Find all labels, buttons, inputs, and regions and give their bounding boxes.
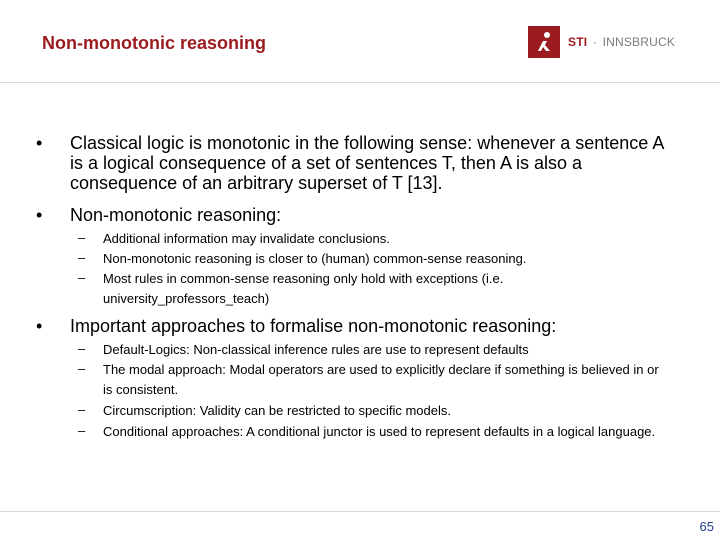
sub-bullet-marker: – [78,402,86,417]
logo-text [568,35,675,49]
sti-logo-icon [528,26,560,58]
sub-bullet-marker: – [78,423,86,438]
logo-sti: STI [568,35,588,49]
slide-title: Non-monotonic reasoning [42,33,266,53]
sub-bullet-marker: – [78,250,86,265]
logo-innsbruck: INNSBRUCK [602,35,676,49]
sub-bullet-item: Non-monotonic reasoning is closer to (human) common-sense reasoning. [103,251,527,266]
bullet-item: Classical logic is monotonic in the following sense: whenever a sentence A is a logical consequence of a set of sentences T, then A is also a consequence of an arbitrary superset of T [13]. [70,133,664,193]
logo-separator: · [592,35,598,49]
page-number: 65 [699,519,714,534]
sub-bullet-item: Circumscription: Validity can be restricted to specific models. [103,403,451,418]
sub-bullet-marker: – [78,230,86,245]
sub-bullet-item: Default-Logics: Non-classical inference rules are use to represent defaults [103,342,529,357]
bullet-marker: • [36,133,43,153]
slide-header [0,0,720,82]
bullet-item: Important approaches to formalise non-monotonic reasoning: [70,316,557,336]
sub-bullet-marker: – [78,361,86,376]
sub-bullet-marker: – [78,270,86,285]
sub-bullet-item: Additional information may invalidate conclusions. [103,231,390,246]
header-divider [0,82,720,83]
sub-bullet-item: Most rules in common-sense reasoning only hold with exceptions (i.e. university_professors_teach) [103,271,504,306]
bullet-item: Non-monotonic reasoning: [70,205,282,225]
sub-bullet-marker: – [78,341,86,356]
sub-bullet-item: The modal approach: Modal operators are used to explicitly declare if something is believed in or is consistent. [103,362,659,397]
sub-bullet-item: Conditional approaches: A conditional junctor is used to represent defaults in a logical language. [103,424,656,439]
bullet-marker: • [36,316,43,336]
bullet-marker: • [36,205,43,225]
footer-divider [0,511,720,512]
